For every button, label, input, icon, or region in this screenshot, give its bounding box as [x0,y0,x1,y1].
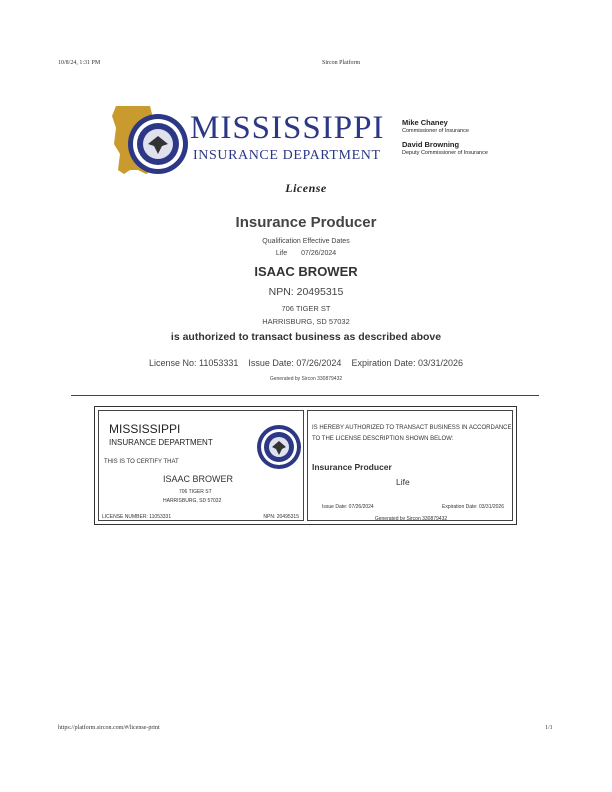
print-url: https://platform.sircon.com/#/license-print [58,725,160,731]
card-line-of-authority: Life [396,477,410,487]
card-generated-by: Generated by Sircon 330879432 [374,516,448,522]
license-number: License No: 11053331 [148,358,239,368]
wallet-card [94,406,517,525]
print-page-number: 1/1 [545,725,553,731]
divider [71,395,539,396]
print-datetime: 10/8/24, 1:31 PM [58,60,101,66]
qualification-line: Life [275,250,288,257]
holder-npn: NPN: 20495315 [268,286,344,298]
card-npn: NPN: 20495315 [263,514,299,520]
card-address-line1: 706 TIGER ST [179,489,212,495]
logo-department-name: INSURANCE DEPARTMENT [193,148,381,163]
card-certify-text: THIS IS TO CERTIFY THAT [104,459,179,465]
card-state-name: MISSISSIPPI [109,422,181,436]
issue-date: Issue Date: 07/26/2024 [248,358,342,368]
print-site-name: Sircon Platform [322,60,361,66]
deputy-commissioner-title: Deputy Commissioner of Insurance [402,150,488,156]
wallet-card-right-panel [307,410,513,521]
expiration-date: Expiration Date: 03/31/2026 [351,358,464,368]
document-title: License [285,181,327,195]
card-department-name: INSURANCE DEPARTMENT [109,438,213,447]
logo-state-name: MISSISSIPPI [190,110,385,146]
qualification-heading: Qualification Effective Dates [262,238,350,245]
holder-name: ISAAC BROWER [254,264,358,279]
card-expiration-date: Expiration Date: 03/31/2026 [442,504,504,510]
qualification-row [0,250,612,257]
qualification-date: 07/26/2024 [301,250,337,257]
holder-address-line2: HARRISBURG, SD 57032 [262,317,350,326]
card-producer-type: Insurance Producer [312,462,392,472]
license-dates-row [0,358,612,368]
officials-block [402,119,488,157]
commissioner-name: Mike Chaney [402,118,448,127]
holder-address-line1: 706 TIGER ST [281,304,331,313]
wallet-card-left-panel [98,410,304,521]
deputy-commissioner-name: David Browning [402,140,460,149]
commissioner-title: Commissioner of Insurance [402,128,469,134]
generated-by: Generated by Sircon 330879432 [269,376,343,382]
mississippi-state-seal-logo [110,104,190,182]
card-issue-date: Issue Date: 07/26/2024 [322,504,374,510]
authorization-statement: is authorized to transact business as described above [170,331,442,343]
card-license-number: LICENSE NUMBER: 11053331 [102,514,172,520]
state-seal-icon [256,424,302,470]
card-holder-name: ISAAC BROWER [163,474,234,484]
license-type: Insurance Producer [235,214,377,231]
card-address-line2: HARRISBURG, SD 57032 [163,498,222,504]
card-authorization-text: IS HEREBY AUTHORIZED TO TRANSACT BUSINESS IN ACCORDANCE TO THE LICENSE DESCRIPTION SHOWN BELOW: [312,425,512,442]
